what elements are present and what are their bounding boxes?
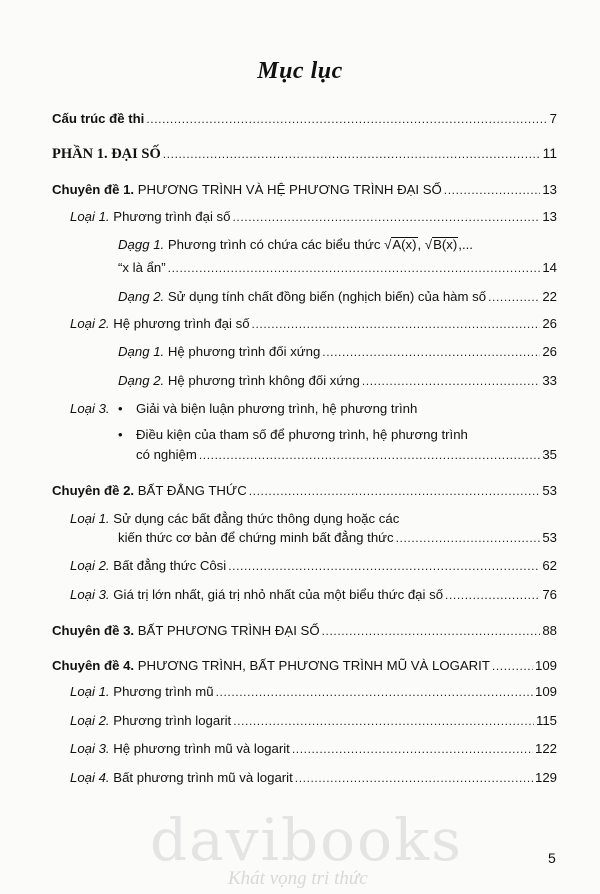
section-label-cont: kiến thức cơ bản để chứng minh bất đẳng thức — [118, 530, 394, 545]
entry-page: 7 — [549, 111, 557, 126]
section-prefix: Loại 2. — [70, 713, 110, 728]
entry-page: 129 — [534, 770, 557, 785]
dot-leader — [199, 447, 540, 463]
page-title: Mục lục — [257, 58, 343, 84]
dot-leader — [292, 741, 533, 757]
toc-part-heading[interactable] — [52, 146, 557, 162]
section-label: Sử dụng các bất đẳng thức thông dụng hoặc các — [113, 511, 400, 526]
entry-page: 22 — [542, 289, 557, 304]
entry-page: 109 — [534, 658, 557, 673]
chapter-prefix: Chuyên đề 3. — [52, 623, 135, 638]
entry-page: 122 — [534, 741, 557, 756]
bullet-icon: • — [118, 427, 123, 442]
dot-leader — [444, 182, 541, 198]
subsection-label: Phương trình có chứa các biểu thức — [167, 237, 381, 252]
section-label: Bất đẳng thức Côsi — [113, 558, 227, 573]
subsection-prefix: Dạng 2. — [118, 373, 165, 388]
toc-section-line1 — [70, 401, 110, 417]
part-label: PHẦN 1. ĐẠI SỐ — [52, 146, 161, 162]
sqrt-icon: √B(x) — [424, 237, 458, 252]
toc-section[interactable] — [70, 316, 557, 332]
dot-leader — [233, 713, 534, 729]
dot-leader — [228, 558, 540, 574]
toc-bullet-cont[interactable] — [136, 447, 557, 463]
bullet-label: Điều kiện của tham số để phương trình, hệ phương trình — [136, 427, 468, 442]
toc-bullet-item[interactable] — [118, 401, 417, 417]
section-prefix: Loại 3. — [70, 587, 110, 602]
section-label: Hệ phương trình đại số — [113, 316, 250, 331]
section-label: Giá trị lớn nhất, giá trị nhỏ nhất của một biểu thức đại số — [113, 587, 444, 602]
dot-leader — [163, 146, 541, 162]
section-label: Bất phương trình mũ và logarit — [113, 770, 293, 785]
toc-chapter[interactable] — [52, 182, 557, 198]
entry-page: 62 — [542, 558, 557, 573]
chapter-label: BẤT PHƯƠNG TRÌNH ĐẠI SỐ — [137, 623, 320, 638]
entry-page: 26 — [542, 316, 557, 331]
section-label: Hệ phương trình mũ và logarit — [113, 741, 290, 756]
toc-section[interactable] — [70, 558, 557, 574]
entry-page: 14 — [542, 260, 557, 275]
entry-page: 115 — [535, 713, 557, 728]
section-prefix: Loại 2. — [70, 316, 110, 331]
bullet-icon: • — [118, 401, 123, 416]
section-label: Phương trình mũ — [113, 684, 214, 699]
dot-leader — [396, 530, 541, 546]
toc-section[interactable] — [70, 770, 557, 786]
chapter-label: PHƯƠNG TRÌNH VÀ HỆ PHƯƠNG TRÌNH ĐẠI SỐ — [137, 182, 442, 197]
toc-bullet-item[interactable] — [118, 427, 468, 443]
section-prefix: Loại 1. — [70, 684, 110, 699]
chapter-label: PHƯƠNG TRÌNH, BẤT PHƯƠNG TRÌNH MŨ VÀ LOGARIT — [137, 658, 490, 673]
dot-leader — [322, 344, 540, 360]
watermark-slogan: Khát vọng tri thức — [228, 868, 368, 889]
toc-section[interactable] — [70, 713, 557, 729]
dot-leader — [216, 684, 533, 700]
dot-leader — [492, 658, 533, 674]
dot-leader — [322, 623, 541, 639]
dot-leader — [295, 770, 533, 786]
dot-leader — [252, 316, 541, 332]
bullet-label: Giải và biện luận phương trình, hệ phương trình — [136, 401, 418, 416]
entry-page: 53 — [542, 530, 557, 545]
entry-page: 26 — [542, 344, 557, 359]
dot-leader — [168, 260, 541, 276]
dot-leader — [146, 111, 547, 127]
toc-chapter[interactable] — [52, 658, 557, 674]
toc-section[interactable] — [70, 741, 557, 757]
toc-section-line1 — [70, 511, 399, 527]
dot-leader — [488, 289, 540, 305]
dot-leader — [249, 483, 541, 499]
subsection-prefix: Dạng 1. — [118, 344, 165, 359]
section-label: Phương trình logarit — [113, 713, 232, 728]
chapter-prefix: Chuyên đề 1. — [52, 182, 135, 197]
toc-subsection[interactable] — [118, 289, 557, 305]
bullet-label-cont: có nghiệm — [136, 447, 197, 462]
subsection-label: Hệ phương trình không đối xứng — [167, 373, 360, 388]
subsection-prefix: Dạng 2. — [118, 289, 165, 304]
entry-page: 109 — [534, 684, 557, 699]
entry-page: 88 — [542, 623, 557, 638]
page-number: 5 — [548, 850, 556, 866]
subsection-label: Hệ phương trình đối xứng — [167, 344, 321, 359]
subsection-prefix: Dạgg 1. — [118, 237, 165, 252]
subsection-label: Sử dụng tính chất đồng biến (nghịch biến) của hàm số — [167, 289, 487, 304]
entry-page: 53 — [542, 483, 557, 498]
toc-section[interactable] — [70, 587, 557, 603]
section-prefix: Loại 1. — [70, 511, 110, 526]
toc-subsection[interactable] — [118, 344, 557, 360]
section-prefix: Loại 1. — [70, 209, 110, 224]
section-label: Phương trình đại số — [113, 209, 231, 224]
watermark-brand: davibooks — [150, 806, 463, 874]
toc-subsection-line1: Dạgg 1. Phương trình có chứa các biểu thức √A(x), √B(x),... — [118, 237, 473, 252]
dot-leader — [362, 373, 540, 389]
toc-section[interactable] — [118, 530, 557, 546]
sqrt-icon: √A(x) — [384, 237, 417, 252]
toc-chapter[interactable] — [52, 623, 557, 639]
section-prefix: Loại 2. — [70, 558, 110, 573]
entry-page: 13 — [542, 182, 557, 197]
entry-label: Cấu trúc đề thi — [52, 111, 145, 126]
toc-entry[interactable] — [52, 111, 557, 127]
chapter-label: BẤT ĐẲNG THỨC — [137, 483, 247, 498]
section-prefix: Loại 3. — [70, 741, 110, 756]
toc-chapter[interactable] — [52, 483, 557, 499]
entry-page: 33 — [542, 373, 557, 388]
dot-leader — [445, 587, 540, 603]
entry-page: 13 — [542, 209, 557, 224]
toc-subsection[interactable] — [118, 373, 557, 389]
dot-leader — [232, 209, 540, 225]
entry-page: 11 — [542, 146, 557, 161]
chapter-prefix: Chuyên đề 2. — [52, 483, 135, 498]
chapter-prefix: Chuyên đề 4. — [52, 658, 135, 673]
toc-section[interactable] — [70, 209, 557, 225]
entry-page: 76 — [542, 587, 557, 602]
section-prefix: Loại 4. — [70, 770, 110, 785]
entry-page: 35 — [542, 447, 557, 462]
section-prefix: Loại 3. — [70, 401, 110, 416]
toc-section[interactable] — [70, 684, 557, 700]
subsection-label-cont: “x là ẩn” — [118, 260, 166, 275]
toc-subsection[interactable] — [118, 260, 557, 276]
